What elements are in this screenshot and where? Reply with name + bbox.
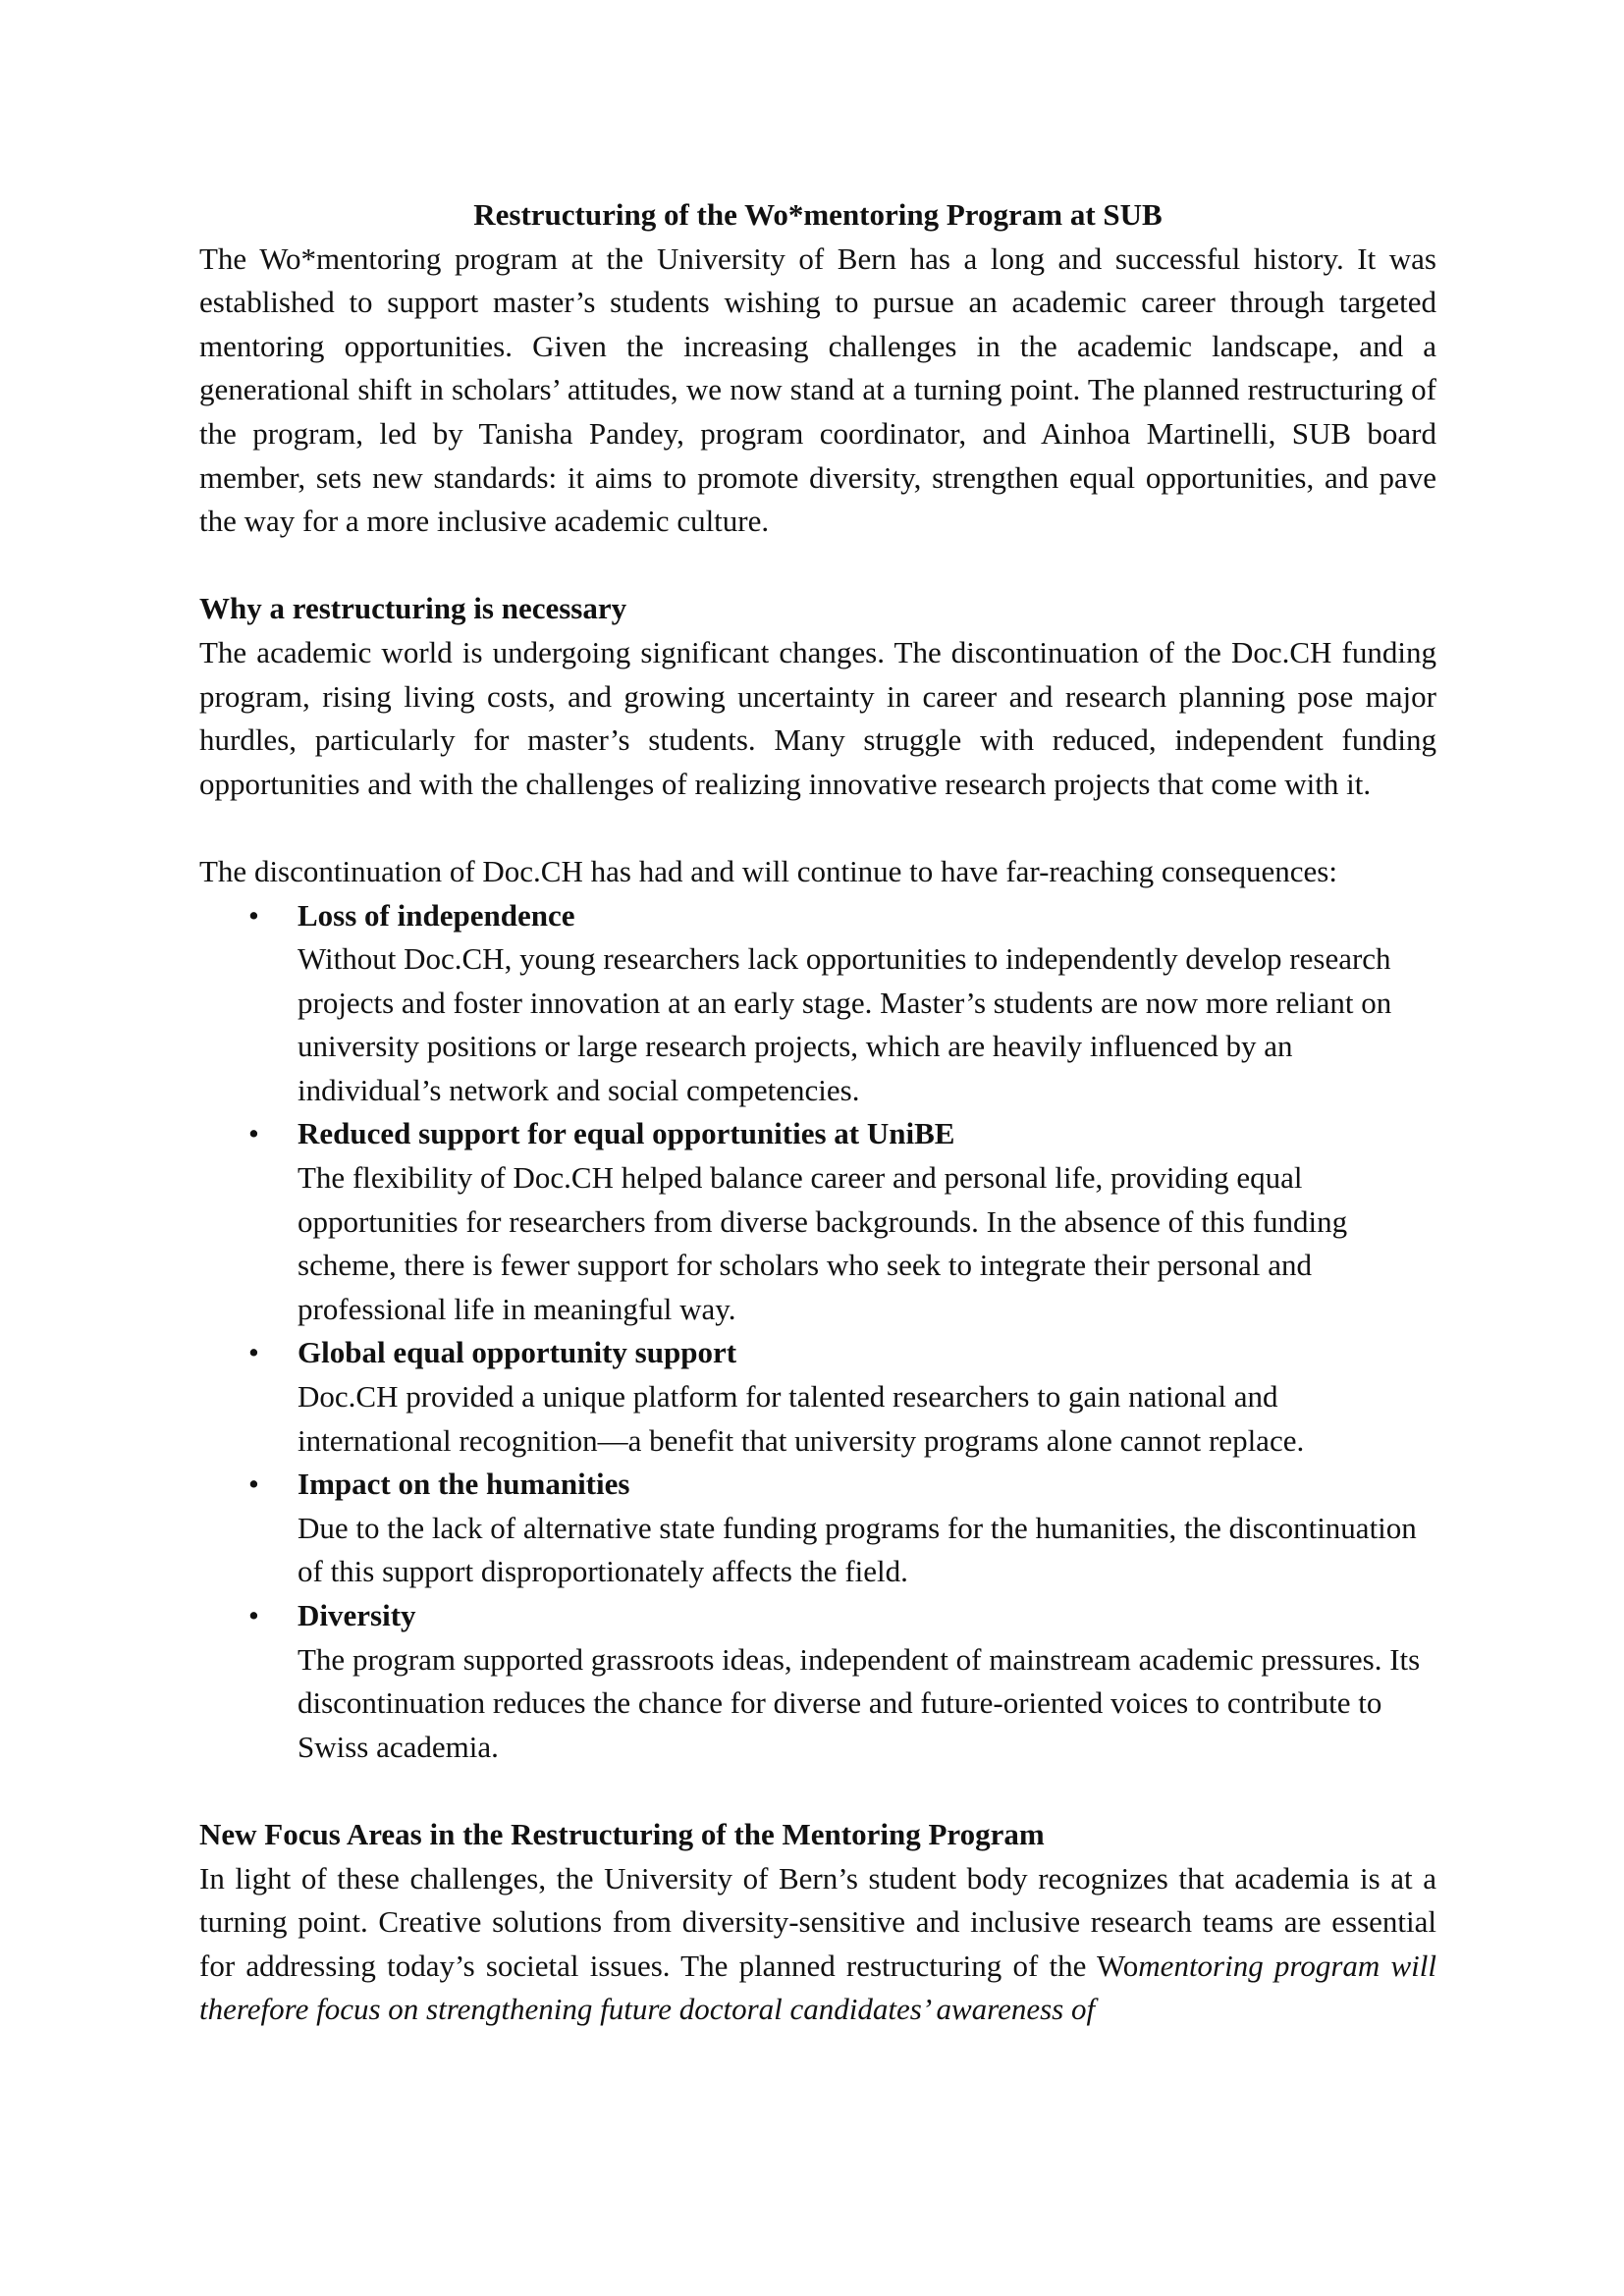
bullet-icon: • [248,1467,259,1502]
bullet-icon: • [248,1116,259,1151]
list-item [199,1463,1436,1594]
list-item-title: Global equal opportunity support [298,1335,737,1370]
spacer [199,1769,1436,1813]
list-item-title: Reduced support for equal opportunities at UniBE [298,1116,955,1151]
consequences-lead: The discontinuation of Doc.CH has had and will continue to have far-reaching consequences: [199,853,1337,888]
spacer [199,806,1436,850]
document-title: Restructuring of the Wo*mentoring Program at SUB [473,197,1163,232]
list-item-body: The flexibility of Doc.CH helped balance career and personal life, providing equal opportunities for researchers from diverse backgrounds. In the absence of this funding scheme, there is fewer support for scholars who seek to integrate their personal and professional life in meaningful way. [298,1160,1348,1326]
section-body-why: The academic world is undergoing significant changes. The discontinuation of the Doc.CH funding program, rising living costs, and growing uncertainty in career and research planning pose major hurdles, particularly for master’s students. Many struggle with reduced, independent funding opportunities and with the challenges of realizing innovative research projects that come with it. [199,634,1436,801]
list-item-title: Diversity [298,1598,416,1632]
intro-paragraph: The Wo*mentoring program at the University of Bern has a long and successful history. It was established to support master’s students wishing to pursue an academic career through targeted mentoring opportunities. Given the increasing challenges in the academic landscape, and a generational shift in scholars’ attitudes, we now stand at a turning point. The planned restructuring of the program, led by Tanisha Pandey, program coordinator, and Ainhoa Martinelli, SUB board member, sets new standards: it aims to promote diversity, strengthen equal opportunities, and pave the way for a more inclusive academic culture. [199,240,1436,539]
list-item [199,1331,1436,1463]
bullet-icon: • [248,1598,259,1632]
section-body-focus-text: In light of these challenges, the University of Bern’s student body recognizes that academia is at a turning point. Creative solutions from diversity-sensitive and inclusive research teams are essential for addressing today’s societal issues. The planned restructuring of the Wo [199,1860,1436,1983]
section-body-focus [199,1857,1436,2032]
list-item [199,1112,1436,1331]
section-body-focus-italic: mentoring program will therefore focus on strengthening future doctoral candidates’ awareness of [199,1948,1437,2027]
spacer [199,544,1436,588]
list-item [199,894,1436,1113]
list-item [199,1594,1436,1769]
consequences-list [199,894,1436,1770]
bullet-icon: • [248,897,259,933]
bullet-icon: • [248,1335,259,1370]
list-item-body: The program supported grassroots ideas, independent of mainstream academic pressures. Its discontinuation reduces the chance for diverse and future-oriented voices to contribute to Swiss academia. [298,1641,1421,1764]
list-item-title: Impact on the humanities [298,1467,630,1502]
list-item-body: Doc.CH provided a unique platform for talented researchers to gain national and international recognition—a benefit that university programs alone cannot replace. [298,1379,1305,1458]
document-page [199,193,1436,2032]
list-item-body: Due to the lack of alternative state funding programs for the humanities, the discontinuation of this support disproportionately affects the field. [298,1510,1417,1589]
section-heading-why: Why a restructuring is necessary [199,591,627,626]
section-heading-focus: New Focus Areas in the Restructuring of the Mentoring Program [199,1816,1045,1851]
list-item-title: Loss of independence [298,897,575,933]
list-item-body: Without Doc.CH, young researchers lack opportunities to independently develop research projects and foster innovation at an early stage. Master’s students are now more reliant on university positions or large research projects, which are heavily influenced by an individual’s network and social competencies. [298,941,1392,1107]
